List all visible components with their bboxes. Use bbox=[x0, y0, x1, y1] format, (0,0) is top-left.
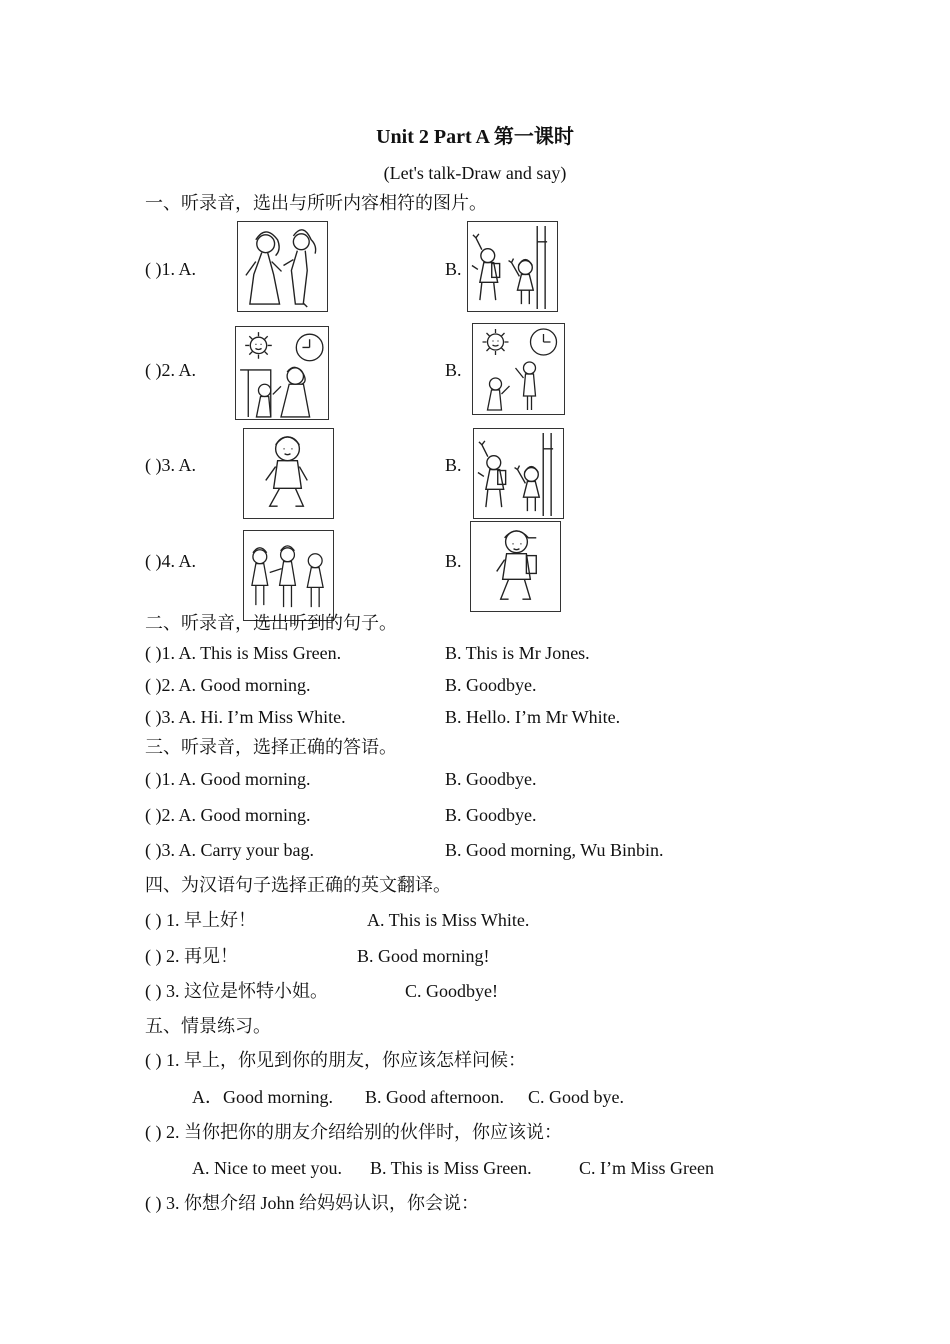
section-1-heading: 一、听录音，选出与所听内容相符的图片。 bbox=[145, 193, 487, 213]
s3-q1-a: ( )1. A. Good morning. bbox=[145, 769, 311, 789]
s5-q1-option-a: A．Good morning. bbox=[192, 1087, 333, 1107]
s3-q3-a: ( )3. A. Carry your bag. bbox=[145, 840, 314, 860]
s3-q2-b: B. Goodbye. bbox=[445, 805, 537, 825]
s2-q3-b: B. Hello. I’m Mr White. bbox=[445, 707, 621, 727]
s1-q3-label: ( )3. A. bbox=[145, 455, 196, 475]
section-4-heading: 四、为汉语句子选择正确的英文翻译。 bbox=[145, 875, 451, 895]
s2-q2-a: ( )2. A. Good morning. bbox=[145, 675, 311, 695]
boy-walking-image bbox=[243, 428, 334, 519]
section-3-heading: 三、听录音，选择正确的答语。 bbox=[145, 737, 397, 757]
s5-q2-option-c: C. I’m Miss Green bbox=[579, 1158, 714, 1178]
s4-option-b: B. Good morning! bbox=[357, 946, 490, 966]
s5-q1-option-c: C. Good bye. bbox=[528, 1087, 624, 1107]
three-children-image bbox=[243, 530, 334, 621]
children-waving-image bbox=[467, 221, 558, 312]
boy-with-cap-image bbox=[470, 521, 561, 612]
s5-q2: ( ) 2. 当你把你的朋友介绍给别的伙伴时，你应该说： bbox=[145, 1122, 562, 1142]
s3-q1-b: B. Goodbye. bbox=[445, 769, 537, 789]
s1-q1-b: B. bbox=[445, 259, 462, 279]
section-5-heading: 五、情景练习。 bbox=[145, 1016, 271, 1036]
section-2-heading: 二、听录音，选出听到的句子。 bbox=[145, 613, 397, 633]
s5-q2-option-b: B. This is Miss Green. bbox=[370, 1158, 532, 1178]
s2-q3-a: ( )3. A. Hi. I’m Miss White. bbox=[145, 707, 346, 727]
s5-q1: ( ) 1. 早上，你见到你的朋友，你应该怎样问候： bbox=[145, 1050, 526, 1070]
s4-option-a: A. This is Miss White. bbox=[367, 910, 530, 930]
s3-q3-b: B. Good morning, Wu Binbin. bbox=[445, 840, 664, 860]
s4-option-c: C. Goodbye! bbox=[405, 981, 498, 1001]
s2-q1-a: ( )1. A. This is Miss Green. bbox=[145, 643, 342, 663]
s1-q2-b: B. bbox=[445, 360, 462, 380]
s1-q1-label: ( )1. A. bbox=[145, 259, 196, 279]
s2-q2-b: B. Goodbye. bbox=[445, 675, 537, 695]
s1-q3-b: B. bbox=[445, 455, 462, 475]
s3-q2-a: ( )2. A. Good morning. bbox=[145, 805, 311, 825]
s2-q1-b: B. This is Mr Jones. bbox=[445, 643, 590, 663]
s4-q1: ( ) 1. 早上好！ bbox=[145, 910, 256, 930]
s5-q2-option-a: A. Nice to meet you. bbox=[192, 1158, 342, 1178]
s5-q3: ( ) 3. 你想介绍 John 给妈妈认识，你会说： bbox=[145, 1193, 479, 1213]
page-title: Unit 2 Part A 第一课时 bbox=[376, 126, 574, 148]
children-waving-image-2 bbox=[473, 428, 564, 519]
s1-q4-b: B. bbox=[445, 551, 462, 571]
s1-q4-label: ( )4. A. bbox=[145, 551, 196, 571]
s1-q2-label: ( )2. A. bbox=[145, 360, 196, 380]
page-subtitle: (Let's talk-Draw and say) bbox=[383, 163, 567, 183]
two-women-talking-image bbox=[237, 221, 328, 312]
s4-q3: ( ) 3. 这位是怀特小姐。 bbox=[145, 981, 328, 1001]
s5-q1-option-b: B. Good afternoon. bbox=[365, 1087, 504, 1107]
sun-clock-door-scene-image bbox=[235, 326, 329, 420]
s4-q2: ( ) 2. 再见！ bbox=[145, 946, 238, 966]
sun-clock-man-boy-image bbox=[472, 323, 565, 415]
